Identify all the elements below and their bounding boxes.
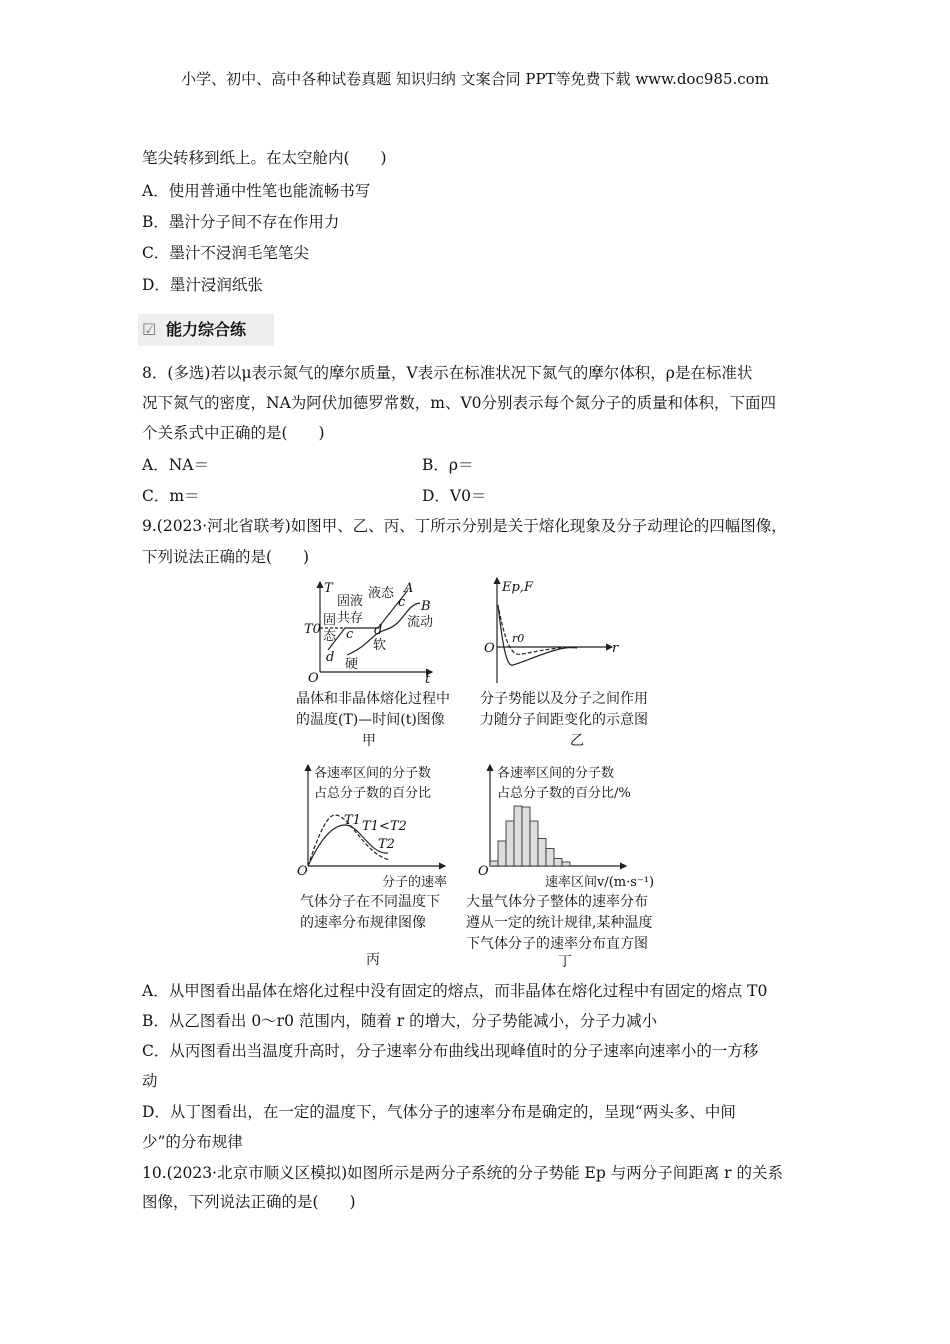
axis-label-ep-f: Ep,F bbox=[502, 580, 533, 595]
histogram-bar bbox=[530, 821, 538, 866]
q8-option-b: B．ρ＝ bbox=[422, 456, 474, 474]
q9-line1: 9.(2023·河北省联考)如图甲、乙、丙、丁所示分别是关于熔化现象及分子动理论的四幅图像， bbox=[142, 517, 787, 535]
origin-label: O bbox=[484, 641, 495, 656]
histogram-bar bbox=[522, 807, 530, 866]
caption-jia-2: 的温度(T)—时间(t)图像 bbox=[296, 712, 445, 728]
histogram-bar bbox=[546, 849, 554, 867]
q7-option-b: B．墨汁分子间不存在作用力 bbox=[142, 213, 340, 231]
origin-label: O bbox=[478, 864, 489, 879]
label-state: 态 bbox=[323, 629, 337, 644]
label-hard: 硬 bbox=[345, 657, 359, 672]
caption-ding-2: 遵从一定的统计规律,某种温度 bbox=[466, 915, 653, 931]
caption-jia-1: 晶体和非晶体熔化过程中 bbox=[296, 691, 450, 707]
caption-yi-1: 分子势能以及分子之间作用 bbox=[480, 691, 648, 707]
label-coexist: 共存 bbox=[337, 611, 364, 626]
section-title: 能力综合练 bbox=[166, 320, 247, 339]
q9-option-c: C．从丙图看出当温度升高时，分子速率分布曲线出现峰值时的分子速率向速率小的一方移 bbox=[142, 1042, 759, 1060]
figure-label-ding: 丁 bbox=[558, 954, 572, 970]
origin-label: O bbox=[297, 864, 308, 879]
q8-line3: 个关系式中正确的是( ) bbox=[142, 424, 325, 442]
q9-line2: 下列说法正确的是( ) bbox=[142, 548, 310, 566]
y-label-line1: 各速率区间的分子数 bbox=[497, 766, 615, 781]
caption-bing-2: 的速率分布规律图像 bbox=[300, 915, 426, 931]
label-c: c bbox=[398, 595, 406, 610]
x-label: 分子的速率 bbox=[382, 875, 448, 890]
q9-option-d: D．从丁图看出，在一定的温度下，气体分子的速率分布是确定的，呈现“两头多、中间 bbox=[142, 1103, 736, 1121]
histogram-bar bbox=[562, 862, 570, 866]
q10-line1: 10.(2023·北京市顺义区模拟)如图所示是两分子系统的分子势能 Ep 与两分子间距离 r 的关系 bbox=[142, 1164, 783, 1182]
label-flow: 流动 bbox=[407, 615, 434, 630]
axis-label-t: t bbox=[425, 672, 431, 687]
t1-lt-t2-label: T1<T2 bbox=[362, 819, 407, 834]
caption-bing-1: 气体分子在不同温度下 bbox=[300, 894, 440, 910]
q7-option-a: A．使用普通中性笔也能流畅书写 bbox=[142, 182, 371, 200]
force-curve bbox=[498, 605, 577, 665]
y-label-line2: 占总分子数的百分比 bbox=[314, 786, 432, 801]
caption-ding-3: 下气体分子的速率分布直方图 bbox=[466, 936, 648, 952]
figure-label-yi: 乙 bbox=[570, 733, 584, 749]
figure-label-bing: 丙 bbox=[366, 952, 380, 968]
r0-label: r0 bbox=[512, 632, 525, 645]
figure-label-jia: 甲 bbox=[362, 733, 376, 749]
t0-label: T0 bbox=[304, 622, 321, 637]
label-d: d bbox=[326, 650, 335, 665]
q7-option-c: C．墨汁不浸润毛笔笔尖 bbox=[142, 244, 309, 262]
label-solid: 固 bbox=[323, 613, 337, 628]
histogram-bar bbox=[554, 859, 562, 867]
q9-option-a: A．从甲图看出晶体在熔化过程中没有固定的熔点，而非晶体在熔化过程中有固定的熔点 T0 bbox=[142, 982, 768, 1000]
q9-option-c-cont: 动 bbox=[142, 1072, 158, 1090]
histogram-bar bbox=[538, 839, 546, 867]
potential-curve bbox=[499, 610, 577, 654]
histogram-bar bbox=[506, 821, 514, 866]
label-solid-liquid: 固液 bbox=[337, 594, 364, 609]
y-label-line2: 占总分子数的百分比/% bbox=[497, 786, 631, 801]
q9-option-b: B．从乙图看出 0～r0 范围内，随着 r 的增大，分子势能减小，分子力减小 bbox=[142, 1012, 658, 1030]
label-soft: 软 bbox=[373, 638, 387, 653]
q8-line2: 况下氮气的密度，NA为阿伏加德罗常数，m、V0分别表示每个氮分子的质量和体积，下面四 bbox=[142, 394, 777, 412]
q8-option-a: A．NA＝ bbox=[142, 456, 209, 474]
label-d: d bbox=[374, 623, 383, 638]
histogram-bar bbox=[514, 806, 522, 866]
q8-option-d: D．V0＝ bbox=[422, 487, 487, 505]
q7-option-d: D．墨汁浸润纸张 bbox=[142, 276, 263, 294]
histogram-bar bbox=[498, 841, 506, 866]
caption-ding-1: 大量气体分子整体的速率分布 bbox=[466, 894, 648, 910]
axis-label-r: r bbox=[612, 641, 619, 656]
checkbox-check-icon: ☑ bbox=[142, 320, 157, 339]
q8-line1: 8．(多选)若以μ表示氮气的摩尔质量，V表示在标准状况下氮气的摩尔体积，ρ是在标准状 bbox=[142, 364, 753, 382]
q8-option-c: C．m＝ bbox=[142, 487, 200, 505]
caption-yi-2: 力随分子间距变化的示意图 bbox=[480, 712, 648, 728]
axis-label-T: T bbox=[324, 581, 333, 596]
label-c: c bbox=[346, 627, 354, 642]
label-a: A bbox=[404, 581, 414, 596]
q9-option-d-cont: 少”的分布规律 bbox=[142, 1133, 243, 1151]
origin-label: O bbox=[308, 671, 319, 686]
y-label-line1: 各速率区间的分子数 bbox=[314, 766, 432, 781]
x-label: 速率区间v/(m·s⁻¹) bbox=[545, 875, 655, 890]
q10-line2: 图像，下列说法正确的是( ) bbox=[142, 1193, 356, 1211]
histogram-bar bbox=[490, 861, 498, 866]
t1-label: T1 bbox=[344, 813, 361, 828]
t2-label: T2 bbox=[378, 837, 395, 852]
page-header: 小学、初中、高中各种试卷真题 知识归纳 文案合同 PPT等免费下载 www.doc985.com bbox=[181, 70, 769, 88]
q7-tail: 笔尖转移到纸上。在太空舱内( ) bbox=[142, 149, 387, 167]
label-liquid: 液态 bbox=[368, 586, 395, 601]
label-b: B bbox=[421, 599, 431, 614]
